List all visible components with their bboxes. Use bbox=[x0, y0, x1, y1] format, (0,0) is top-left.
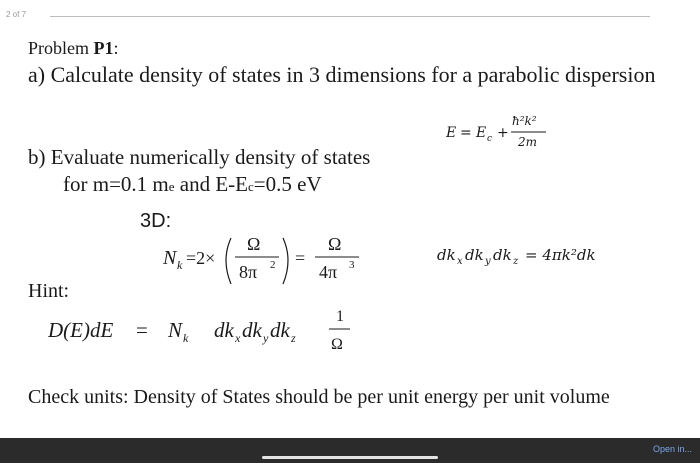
dos-equation bbox=[48, 303, 368, 363]
nk-equals: = bbox=[295, 248, 306, 268]
conduction-subscript: c bbox=[487, 134, 493, 144]
problem-title-colon: : bbox=[113, 38, 119, 58]
nk-subscript: k bbox=[177, 258, 183, 272]
dkx-subscript: x bbox=[457, 256, 463, 267]
dos-dky-subscript: y bbox=[263, 331, 269, 345]
part-b-line-1: b) Evaluate numerically density of states bbox=[28, 145, 371, 169]
three-d-label: 3D: bbox=[140, 210, 172, 232]
frac2-numerator: Ω bbox=[328, 234, 342, 254]
dk-rhs: = 4πk²dk bbox=[525, 246, 596, 264]
part-b-energy: and E-E bbox=[174, 172, 249, 196]
dos-dkx: dk bbox=[214, 318, 234, 342]
dos-frac-numerator: 1 bbox=[336, 308, 344, 325]
energy-denominator: 2m bbox=[518, 135, 538, 149]
dos-dkz-subscript: z bbox=[291, 331, 296, 345]
problem-title-prefix: Problem bbox=[28, 38, 94, 58]
left-paren bbox=[226, 238, 231, 284]
dos-nk-subscript: k bbox=[183, 331, 189, 345]
dos-equals: = bbox=[136, 318, 148, 342]
dky-subscript: y bbox=[485, 256, 491, 267]
dos-frac-denominator: Ω bbox=[331, 336, 343, 353]
frac1-denominator-exponent: 2 bbox=[270, 259, 276, 271]
nk-prefactor: =2× bbox=[186, 248, 216, 268]
part-b-mass-subscript: e bbox=[168, 179, 175, 194]
part-b-energy-subscript: c bbox=[248, 179, 254, 194]
nk-symbol: N bbox=[163, 247, 177, 269]
nk-equation bbox=[163, 228, 383, 292]
dos-nk: N bbox=[168, 318, 183, 342]
frac1-denominator: 8π bbox=[239, 262, 258, 282]
dos-dky: dk bbox=[242, 318, 262, 342]
viewer-footer-bar bbox=[0, 438, 700, 463]
page-indicator: 2 of 7 bbox=[6, 10, 27, 19]
equals-sign: = bbox=[460, 125, 472, 141]
dos-lhs: D(E)dE bbox=[48, 318, 114, 342]
conduction-band-energy: E bbox=[476, 125, 487, 141]
problem-title-number: P1 bbox=[93, 38, 114, 58]
part-b-mass: for m=0.1 m bbox=[63, 172, 169, 196]
top-divider bbox=[50, 16, 650, 17]
dkz-term: dk bbox=[493, 246, 512, 264]
check-units-text: Check units: Density of States should be per unit energy per unit volume bbox=[28, 386, 610, 408]
frac2-denominator-exponent: 3 bbox=[349, 259, 355, 271]
dos-dkz: dk bbox=[270, 318, 290, 342]
dos-dkx-subscript: x bbox=[235, 331, 241, 345]
part-a-text: a) Calculate density of states in 3 dimensions for a parabolic dispersion bbox=[28, 62, 656, 87]
frac2-denominator: 4π bbox=[319, 262, 338, 282]
frac1-numerator: Ω bbox=[247, 234, 261, 254]
dkz-subscript: z bbox=[513, 256, 519, 267]
dk-equation bbox=[437, 240, 647, 270]
dky-term: dk bbox=[465, 246, 484, 264]
open-in-button[interactable]: Open in... bbox=[652, 444, 692, 454]
plus-sign: + bbox=[497, 125, 509, 141]
home-indicator[interactable] bbox=[262, 456, 438, 459]
part-b-energy-value: =0.5 eV bbox=[253, 172, 322, 196]
dkx-term: dk bbox=[437, 246, 456, 264]
energy-symbol: E bbox=[446, 125, 457, 141]
right-paren bbox=[283, 238, 288, 284]
dispersion-equation bbox=[446, 112, 576, 152]
problem-title bbox=[28, 38, 119, 59]
hint-label: Hint: bbox=[28, 280, 70, 302]
energy-numerator: ħ²k² bbox=[512, 114, 537, 128]
part-b-line-2 bbox=[63, 172, 322, 197]
